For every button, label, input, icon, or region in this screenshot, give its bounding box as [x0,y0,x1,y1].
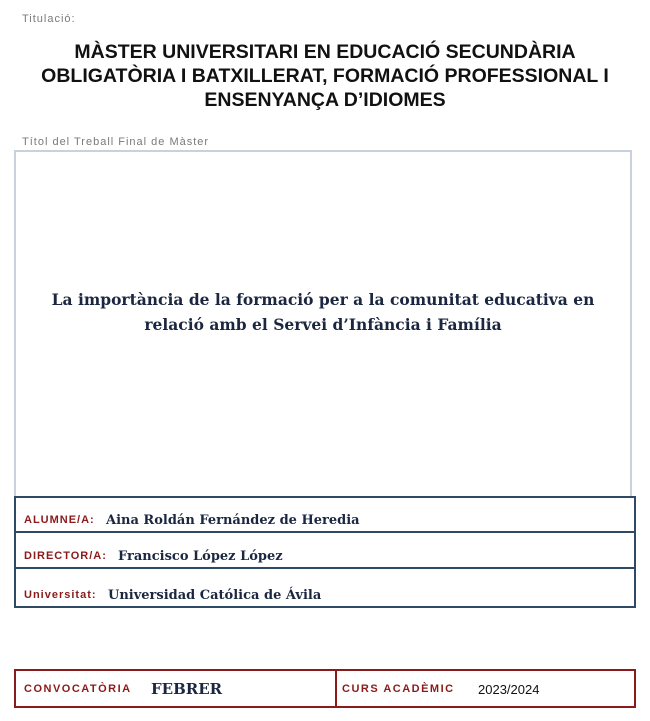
student-row [14,496,636,533]
footer-divider [335,671,337,706]
thesis-title: La importància de la formació per a la comunitat educativa en relació amb el Servei d’Infància i Família [51,290,595,334]
director-label: DIRECTOR/A: [24,550,107,562]
convocatoria-value: FEBRER [151,680,223,698]
university-label: Universitat: [24,589,97,601]
director-name: Francisco López López [118,549,283,564]
convocatoria-label: CONVOCATÒRIA [24,683,132,695]
academic-year-label: CURS ACADÈMIC [342,683,455,695]
footer-box [14,669,636,708]
thesis-title-box [14,150,632,496]
student-label: ALUMNE/A: [24,514,95,526]
university-name: Universidad Católica de Ávila [108,588,322,603]
university-row [14,569,636,608]
student-name: Aina Roldán Fernández de Heredia [106,513,360,528]
degree-title: MÀSTER UNIVERSITARI EN EDUCACIÓ SECUNDÀRIA OBLIGATÒRIA I BATXILLERAT, FORMACIÓ PROFESSIONAL I ENSENYANÇA D’IDIOMES [41,41,609,111]
director-row [14,533,636,569]
academic-year-value: 2023/2024 [478,682,540,697]
thesis-title-label: Títol del Treball Final de Màster [22,136,210,148]
titulacio-label: Titulació: [22,13,76,25]
